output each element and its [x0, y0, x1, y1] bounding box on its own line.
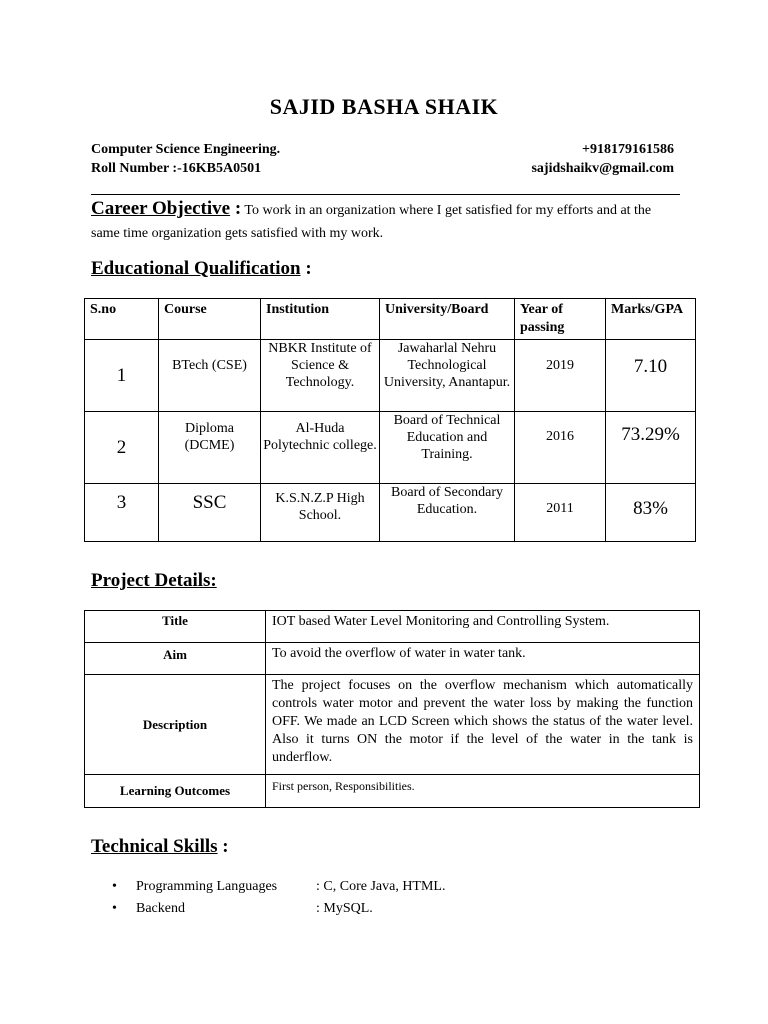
- education-header-row: [85, 299, 696, 340]
- candidate-name: SAJID BASHA SHAIK: [269, 94, 499, 119]
- skills-heading: [91, 836, 229, 858]
- skill-category: Backend: [136, 901, 185, 916]
- email-address: sajidshaikv@gmail.com: [531, 161, 674, 176]
- row-board: Jawaharlal Nehru Technological University, Anantapur.: [380, 340, 515, 412]
- department: Computer Science Engineering.: [91, 142, 281, 157]
- list-item: [112, 898, 445, 920]
- col-sno: S.no: [85, 299, 159, 340]
- header-divider: [91, 194, 680, 195]
- header-left: [91, 140, 280, 178]
- list-item: [112, 876, 445, 898]
- row-sno: 3: [85, 484, 159, 542]
- skills-heading-colon: :: [217, 836, 229, 857]
- row-marks: 73.29%: [606, 412, 696, 484]
- bullet-icon: •: [112, 901, 117, 916]
- project-heading-label: Project Details:: [91, 570, 217, 591]
- education-heading-colon: :: [300, 258, 312, 279]
- project-key-outcomes: Learning Outcomes: [85, 775, 266, 808]
- row-sno: 1: [85, 340, 159, 412]
- table-row: [85, 412, 696, 484]
- col-course: Course: [159, 299, 261, 340]
- table-row: [85, 643, 700, 675]
- roll-number: Roll Number :-16KB5A0501: [91, 161, 262, 176]
- row-year: 2011: [515, 484, 606, 542]
- row-marks: 83%: [606, 484, 696, 542]
- table-row: [85, 340, 696, 412]
- header-right: [400, 140, 674, 178]
- skill-value: : MySQL.: [316, 901, 373, 916]
- education-heading: [91, 258, 312, 280]
- project-key-title: Title: [85, 611, 266, 643]
- project-value-outcomes: First person, Responsibilities.: [266, 775, 700, 808]
- career-objective-colon: :: [230, 198, 242, 219]
- col-board: University/Board: [380, 299, 515, 340]
- row-course: SSC: [159, 484, 261, 542]
- table-row: [85, 775, 700, 808]
- career-objective: [91, 197, 681, 245]
- row-marks: 7.10: [606, 340, 696, 412]
- project-value-aim: To avoid the overflow of water in water tank.: [266, 643, 700, 675]
- row-board: Board of Technical Education and Training.: [380, 412, 515, 484]
- row-year: 2019: [515, 340, 606, 412]
- project-key-description: Description: [85, 675, 266, 775]
- col-marks: Marks/GPA: [606, 299, 696, 340]
- bullet-icon: •: [112, 879, 117, 894]
- row-year: 2016: [515, 412, 606, 484]
- project-heading: [91, 570, 217, 592]
- skills-heading-label: Technical Skills: [91, 836, 218, 857]
- row-board: Board of Secondary Education.: [380, 484, 515, 542]
- table-row: [85, 611, 700, 643]
- table-row: [85, 675, 700, 775]
- project-value-description: The project focuses on the overflow mechanism which automatically controls water motor and prevent the water loss by making the function OFF. We made an LCD Screen which shows the status of the water level. Also it turns ON the motor if the level of the water in the tank is underflow.: [266, 675, 700, 775]
- project-key-aim: Aim: [85, 643, 266, 675]
- table-row: [85, 484, 696, 542]
- phone-number: +918179161586: [582, 142, 674, 157]
- row-institution: K.S.N.Z.P High School.: [261, 484, 380, 542]
- education-table: [84, 298, 696, 542]
- skill-category: Programming Languages: [136, 879, 278, 894]
- career-objective-text: To work in an organization where I get satisfied for my efforts and at the same time organization gets satisfied with my work.: [91, 203, 652, 241]
- career-objective-label: Career Objective: [91, 198, 231, 219]
- row-course: BTech (CSE): [159, 340, 261, 412]
- skill-value: : C, Core Java, HTML.: [316, 879, 446, 894]
- row-sno: 2: [85, 412, 159, 484]
- education-heading-label: Educational Qualification: [91, 258, 301, 279]
- project-table: [84, 610, 700, 808]
- col-year: Year of passing: [515, 299, 606, 340]
- row-institution: NBKR Institute of Science & Technology.: [261, 340, 380, 412]
- project-value-title: IOT based Water Level Monitoring and Controlling System.: [266, 611, 700, 643]
- col-institution: Institution: [261, 299, 380, 340]
- row-institution: Al-Huda Polytechnic college.: [261, 412, 380, 484]
- row-course: Diploma (DCME): [159, 412, 261, 484]
- skills-list: [112, 876, 445, 920]
